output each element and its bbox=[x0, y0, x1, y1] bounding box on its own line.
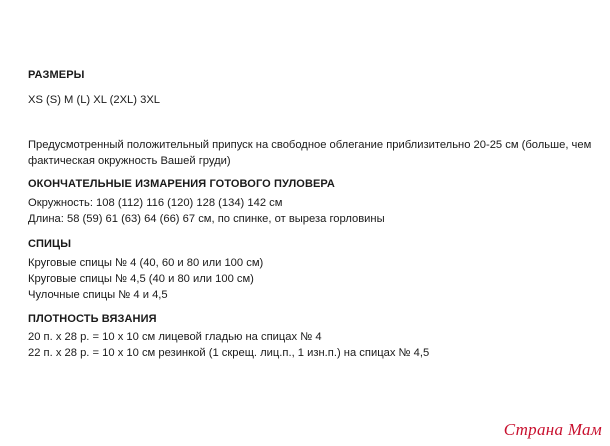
needles-heading: СПИЦЫ bbox=[28, 238, 72, 250]
gauge-item: 20 п. х 28 р. = 10 х 10 см лицевой гладью на спицах № 4 bbox=[28, 331, 322, 343]
ease-line-2: фактическая окружность Вашей груди) bbox=[28, 155, 231, 167]
gauge-item: 22 п. х 28 р. = 10 х 10 см резинкой (1 скрещ. лиц.п., 1 изн.п.) на спицах № 4,5 bbox=[28, 347, 430, 359]
sizes-list: XS (S) M (L) XL (2XL) 3XL bbox=[28, 94, 161, 106]
site-watermark: Страна Мам bbox=[503, 420, 602, 439]
girth-line: Окружность: 108 (112) 116 (120) 128 (134) 142 см bbox=[28, 197, 283, 209]
length-line: Длина: 58 (59) 61 (63) 64 (66) 67 см, по спинке, от выреза горловины bbox=[28, 213, 385, 225]
needles-item: Круговые спицы № 4 (40, 60 и 80 или 100 см) bbox=[28, 257, 264, 269]
sizes-heading: РАЗМЕРЫ bbox=[28, 69, 85, 81]
ease-paragraph bbox=[28, 137, 592, 169]
needles-item: Круговые спицы № 4,5 (40 и 80 или 100 см) bbox=[28, 273, 254, 285]
needles-item: Чулочные спицы № 4 и 4,5 bbox=[28, 289, 168, 301]
ease-line-1: Предусмотренный положительный припуск на свободное облегание приблизительно 20-25 см (больше, чем bbox=[28, 139, 592, 151]
measurements-heading: ОКОНЧАТЕЛЬНЫЕ ИЗМАРЕНИЯ ГОТОВОГО ПУЛОВЕРА bbox=[28, 178, 335, 190]
gauge-heading: ПЛОТНОСТЬ ВЯЗАНИЯ bbox=[28, 313, 157, 325]
